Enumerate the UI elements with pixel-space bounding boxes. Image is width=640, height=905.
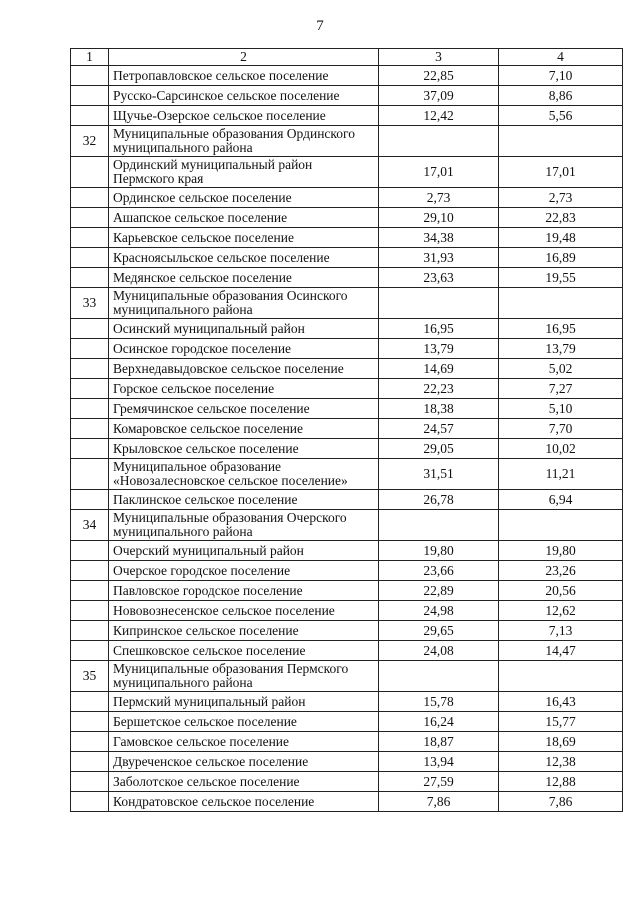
row-name-cell: Пермский муниципальный район (109, 692, 379, 712)
row-name-cell: Комаровское сельское поселение (109, 419, 379, 439)
row-number-cell (71, 712, 109, 732)
table-row (71, 439, 623, 459)
row-value-col3-cell: 34,38 (379, 228, 499, 248)
table-group-row (71, 661, 623, 692)
data-table (70, 48, 623, 812)
table-row (71, 399, 623, 419)
row-value-col4-cell: 18,69 (499, 732, 623, 752)
row-value-col3-cell: 23,63 (379, 268, 499, 288)
table-row (71, 692, 623, 712)
row-number-cell (71, 399, 109, 419)
row-number-cell (71, 752, 109, 772)
row-name-cell: Павловское городское поселение (109, 581, 379, 601)
row-value-col3-cell: 37,09 (379, 86, 499, 106)
table-row (71, 641, 623, 661)
row-value-col4-cell: 7,10 (499, 66, 623, 86)
row-value-col4-cell: 6,94 (499, 490, 623, 510)
row-name-cell: Муниципальные образования Пермского муниципального района (109, 661, 379, 692)
row-value-col3-cell: 27,59 (379, 772, 499, 792)
row-name-cell: Бершетское сельское поселение (109, 712, 379, 732)
page-number: 7 (316, 18, 324, 34)
row-name-cell: Паклинское сельское поселение (109, 490, 379, 510)
row-value-col3-cell: 18,38 (379, 399, 499, 419)
table-row (71, 188, 623, 208)
row-number-cell (71, 248, 109, 268)
header-col-3: 3 (379, 49, 499, 66)
row-name-cell: Щучье-Озерское сельское поселение (109, 106, 379, 126)
table-group-row (71, 126, 623, 157)
row-value-col3-cell: 13,79 (379, 339, 499, 359)
row-number-cell (71, 268, 109, 288)
row-number-cell (71, 86, 109, 106)
table-row (71, 339, 623, 359)
row-name-cell: Заболотское сельское поселение (109, 772, 379, 792)
row-value-col4-cell: 16,89 (499, 248, 623, 268)
row-value-col4-cell: 17,01 (499, 157, 623, 188)
row-value-col4-cell (499, 126, 623, 157)
row-value-col3-cell: 24,98 (379, 601, 499, 621)
row-value-col3-cell (379, 288, 499, 319)
row-value-col3-cell (379, 661, 499, 692)
row-value-col4-cell: 12,88 (499, 772, 623, 792)
table-row (71, 752, 623, 772)
row-value-col4-cell (499, 510, 623, 541)
row-value-col4-cell: 19,55 (499, 268, 623, 288)
row-number-cell (71, 601, 109, 621)
table-row (71, 248, 623, 268)
row-name-cell: Русско-Сарсинское сельское поселение (109, 86, 379, 106)
table-row (71, 379, 623, 399)
row-name-cell: Двуреченское сельское поселение (109, 752, 379, 772)
row-value-col4-cell: 8,86 (499, 86, 623, 106)
row-value-col3-cell: 13,94 (379, 752, 499, 772)
row-value-col4-cell: 23,26 (499, 561, 623, 581)
header-col-4: 4 (499, 49, 623, 66)
row-value-col4-cell: 7,70 (499, 419, 623, 439)
row-number-cell: 33 (71, 288, 109, 319)
row-value-col4-cell: 19,48 (499, 228, 623, 248)
row-number-cell (71, 772, 109, 792)
table-row (71, 208, 623, 228)
row-value-col3-cell (379, 510, 499, 541)
row-number-cell (71, 339, 109, 359)
row-name-cell: Нововознесенское сельское поселение (109, 601, 379, 621)
row-name-cell: Муниципальные образования Осинского муниципального района (109, 288, 379, 319)
row-name-cell: Гремячинское сельское поселение (109, 399, 379, 419)
header-col-1: 1 (71, 49, 109, 66)
row-number-cell (71, 459, 109, 490)
row-value-col3-cell: 31,93 (379, 248, 499, 268)
table-row (71, 792, 623, 812)
row-number-cell (71, 106, 109, 126)
row-number-cell (71, 228, 109, 248)
row-name-cell: Медянское сельское поселение (109, 268, 379, 288)
row-value-col4-cell (499, 661, 623, 692)
row-name-cell: Карьевское сельское поселение (109, 228, 379, 248)
row-value-col4-cell: 5,02 (499, 359, 623, 379)
table-row (71, 106, 623, 126)
row-value-col4-cell: 19,80 (499, 541, 623, 561)
row-name-cell: Крыловское сельское поселение (109, 439, 379, 459)
row-value-col4-cell: 20,56 (499, 581, 623, 601)
row-number-cell (71, 157, 109, 188)
table-row (71, 490, 623, 510)
row-number-cell (71, 732, 109, 752)
table-row (71, 601, 623, 621)
table-row (71, 459, 623, 490)
table-row (71, 359, 623, 379)
row-number-cell (71, 541, 109, 561)
table-row (71, 772, 623, 792)
table-row (71, 419, 623, 439)
row-value-col3-cell: 29,65 (379, 621, 499, 641)
row-name-cell: Ординский муниципальный район Пермского края (109, 157, 379, 188)
row-name-cell: Ашапское сельское поселение (109, 208, 379, 228)
row-value-col4-cell: 13,79 (499, 339, 623, 359)
table-row (71, 541, 623, 561)
table-group-row (71, 510, 623, 541)
row-value-col4-cell: 7,13 (499, 621, 623, 641)
row-value-col3-cell: 31,51 (379, 459, 499, 490)
row-name-cell: Муниципальные образования Очерского муниципального района (109, 510, 379, 541)
header-col-2: 2 (109, 49, 379, 66)
row-name-cell: Ординское сельское поселение (109, 188, 379, 208)
row-number-cell (71, 561, 109, 581)
row-value-col4-cell: 7,86 (499, 792, 623, 812)
row-number-cell (71, 621, 109, 641)
row-name-cell: Кондратовское сельское поселение (109, 792, 379, 812)
row-number-cell (71, 188, 109, 208)
row-number-cell (71, 208, 109, 228)
row-value-col4-cell: 16,95 (499, 319, 623, 339)
table-row (71, 732, 623, 752)
row-value-col3-cell: 18,87 (379, 732, 499, 752)
row-value-col3-cell: 22,85 (379, 66, 499, 86)
row-value-col3-cell: 12,42 (379, 106, 499, 126)
row-number-cell (71, 419, 109, 439)
table-row (71, 228, 623, 248)
row-value-col3-cell: 17,01 (379, 157, 499, 188)
row-value-col4-cell: 5,56 (499, 106, 623, 126)
row-name-cell: Красноясыльское сельское поселение (109, 248, 379, 268)
row-name-cell: Осинское городское поселение (109, 339, 379, 359)
row-number-cell (71, 379, 109, 399)
row-number-cell (71, 359, 109, 379)
row-value-col3-cell: 23,66 (379, 561, 499, 581)
row-value-col3-cell: 19,80 (379, 541, 499, 561)
row-name-cell: Осинский муниципальный район (109, 319, 379, 339)
row-value-col4-cell: 7,27 (499, 379, 623, 399)
row-value-col3-cell: 24,57 (379, 419, 499, 439)
row-value-col4-cell: 5,10 (499, 399, 623, 419)
table-row (71, 581, 623, 601)
table-row (71, 621, 623, 641)
table-row (71, 86, 623, 106)
row-value-col3-cell: 26,78 (379, 490, 499, 510)
row-value-col4-cell (499, 288, 623, 319)
row-value-col4-cell: 16,43 (499, 692, 623, 712)
row-value-col3-cell: 29,05 (379, 439, 499, 459)
row-value-col3-cell: 14,69 (379, 359, 499, 379)
row-value-col4-cell: 12,38 (499, 752, 623, 772)
row-number-cell (71, 490, 109, 510)
row-value-col3-cell: 7,86 (379, 792, 499, 812)
table-row (71, 319, 623, 339)
row-name-cell: Очерское городское поселение (109, 561, 379, 581)
row-number-cell: 35 (71, 661, 109, 692)
row-name-cell: Петропавловское сельское поселение (109, 66, 379, 86)
row-value-col3-cell: 22,23 (379, 379, 499, 399)
row-value-col3-cell: 16,95 (379, 319, 499, 339)
row-value-col4-cell: 22,83 (499, 208, 623, 228)
row-number-cell: 34 (71, 510, 109, 541)
row-value-col4-cell: 10,02 (499, 439, 623, 459)
row-number-cell (71, 692, 109, 712)
table-row (71, 712, 623, 732)
row-value-col3-cell: 2,73 (379, 188, 499, 208)
row-number-cell (71, 319, 109, 339)
table-group-row (71, 288, 623, 319)
table-row (71, 268, 623, 288)
row-value-col4-cell: 11,21 (499, 459, 623, 490)
row-value-col4-cell: 2,73 (499, 188, 623, 208)
row-number-cell (71, 439, 109, 459)
table-row (71, 157, 623, 188)
row-number-cell (71, 792, 109, 812)
row-number-cell (71, 66, 109, 86)
row-number-cell (71, 641, 109, 661)
table-row (71, 561, 623, 581)
row-name-cell: Верхнедавыдовское сельское поселение (109, 359, 379, 379)
row-name-cell: Спешковское сельское поселение (109, 641, 379, 661)
row-value-col3-cell: 15,78 (379, 692, 499, 712)
row-value-col3-cell: 22,89 (379, 581, 499, 601)
row-name-cell: Муниципальные образования Ординского муниципального района (109, 126, 379, 157)
row-name-cell: Горское сельское поселение (109, 379, 379, 399)
row-name-cell: Кипринское сельское поселение (109, 621, 379, 641)
row-value-col3-cell (379, 126, 499, 157)
row-value-col3-cell: 16,24 (379, 712, 499, 732)
row-value-col4-cell: 14,47 (499, 641, 623, 661)
row-value-col4-cell: 12,62 (499, 601, 623, 621)
row-name-cell: Очерский муниципальный район (109, 541, 379, 561)
table-row (71, 66, 623, 86)
table-body (71, 49, 623, 812)
row-value-col3-cell: 29,10 (379, 208, 499, 228)
row-name-cell: Гамовское сельское поселение (109, 732, 379, 752)
row-value-col3-cell: 24,08 (379, 641, 499, 661)
row-name-cell: Муниципальное образование «Новозалесновское сельское поселение» (109, 459, 379, 490)
row-number-cell: 32 (71, 126, 109, 157)
table-header-row (71, 49, 623, 66)
row-value-col4-cell: 15,77 (499, 712, 623, 732)
row-number-cell (71, 581, 109, 601)
